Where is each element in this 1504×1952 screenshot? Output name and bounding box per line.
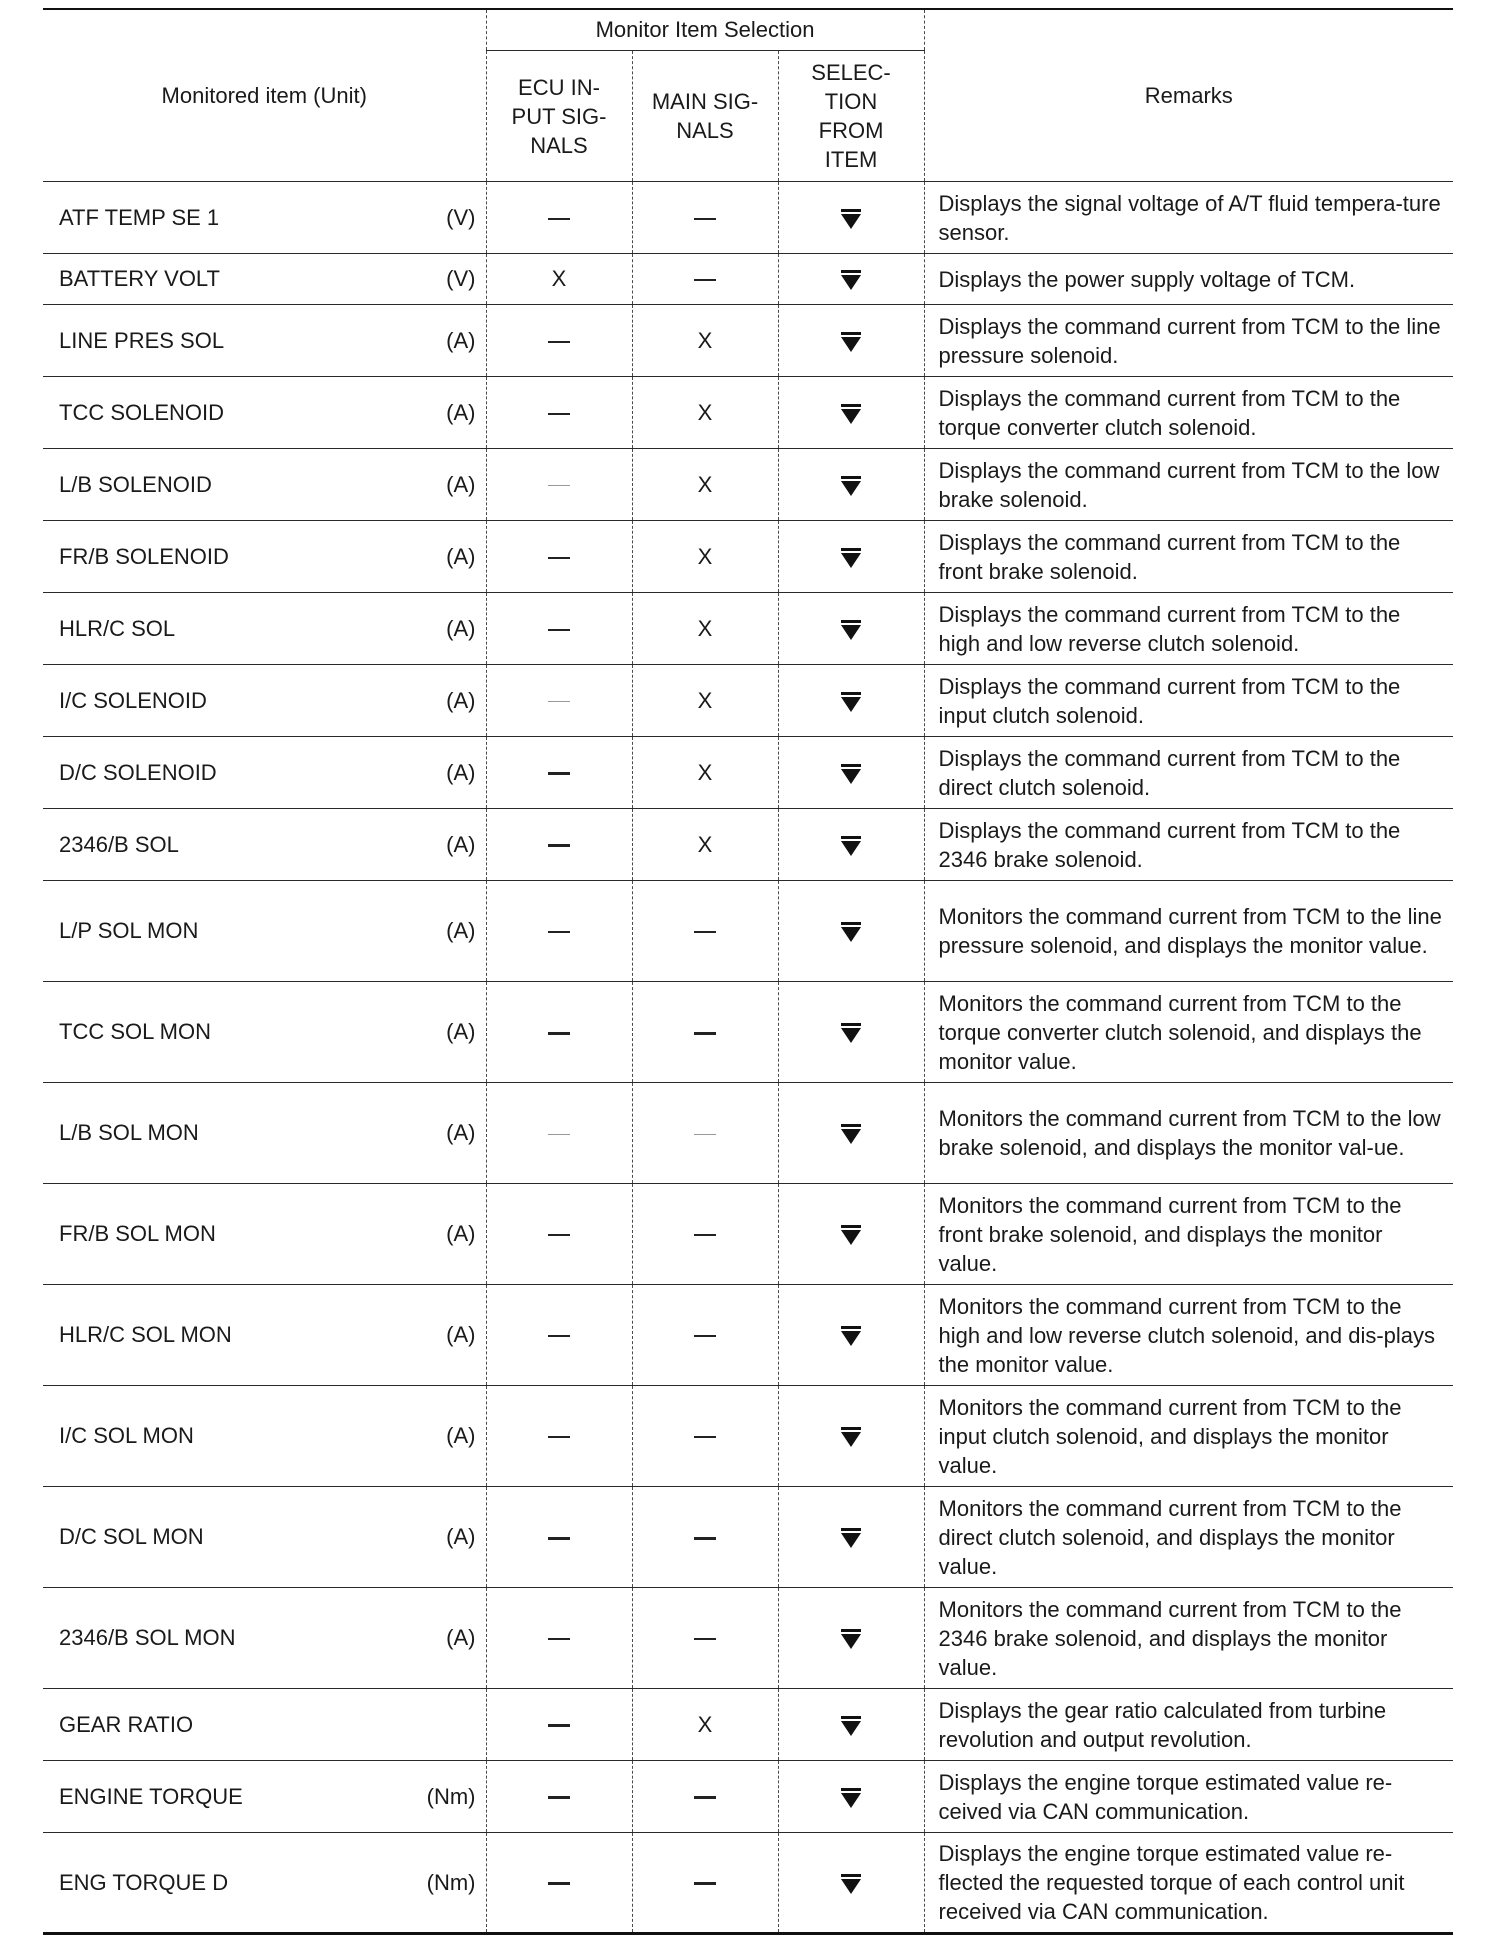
item-unit: (A) [446, 1322, 476, 1347]
header-selection-from-item: SELEC- TION FROM ITEM [778, 51, 924, 182]
monitor-item-table [43, 8, 1453, 1935]
table-row [43, 1761, 1453, 1833]
selection-marker-icon [840, 404, 862, 424]
main-signal-cell [632, 1184, 778, 1285]
remarks-cell: Monitors the command current from TCM to the high and low reverse clutch solenoid, and dis-plays the monitor value. [924, 1285, 1453, 1386]
remarks-cell: Displays the engine torque estimated value re-ceived via CAN communication. [924, 1761, 1453, 1833]
monitored-item-cell [43, 254, 486, 305]
x-mark: X [697, 687, 713, 713]
monitored-item-cell [43, 982, 486, 1083]
ecu-input-signal-cell [486, 593, 632, 665]
item-unit: (A) [446, 543, 476, 569]
remarks-cell: Displays the command current from TCM to the direct clutch solenoid. [924, 737, 1453, 809]
item-name: L/B SOLENOID [59, 471, 212, 497]
item-name: BATTERY VOLT [59, 266, 220, 291]
table-row [43, 449, 1453, 521]
remarks-cell: Monitors the command current from TCM to the 2346 brake solenoid, and displays the monitor value. [924, 1588, 1453, 1689]
dash-mark [694, 1134, 716, 1135]
dash-mark [694, 1436, 716, 1438]
main-signal-cell [632, 377, 778, 449]
selection-marker-icon [840, 1023, 862, 1043]
selection-marker-icon [840, 332, 862, 352]
monitored-item-cell [43, 377, 486, 449]
monitored-item-cell [43, 1184, 486, 1285]
table-row [43, 521, 1453, 593]
header-remarks: Remarks [924, 9, 1453, 182]
table-row [43, 1386, 1453, 1487]
item-unit: (A) [446, 918, 476, 943]
dash-mark [694, 1234, 716, 1236]
dash-mark [548, 629, 570, 631]
selection-from-item-cell [778, 1588, 924, 1689]
x-mark: X [697, 615, 713, 641]
item-name: L/B SOL MON [59, 1120, 199, 1145]
header-ecu-input-signals: ECU IN- PUT SIG- NALS [486, 51, 632, 182]
item-unit: (A) [446, 399, 476, 425]
table-row [43, 809, 1453, 881]
ecu-input-signal-cell [486, 1386, 632, 1487]
table-row [43, 1689, 1453, 1761]
dash-mark [548, 931, 570, 933]
ecu-input-signal-cell [486, 1761, 632, 1833]
main-signal-cell [632, 1588, 778, 1689]
main-signal-cell [632, 449, 778, 521]
remarks-cell: Monitors the command current from TCM to the line pressure solenoid, and displays the monitor value. [924, 881, 1453, 982]
selection-from-item-cell [778, 665, 924, 737]
table-row [43, 1833, 1453, 1934]
selection-marker-icon [840, 209, 862, 229]
monitored-item-cell [43, 881, 486, 982]
table-row [43, 737, 1453, 809]
selection-from-item-cell [778, 377, 924, 449]
item-name: LINE PRES SOL [59, 327, 225, 353]
main-signal-cell [632, 1833, 778, 1934]
item-name: I/C SOLENOID [59, 687, 207, 713]
selection-from-item-cell [778, 1184, 924, 1285]
dash-mark [694, 931, 716, 933]
dash-mark [548, 1234, 570, 1236]
selection-marker-icon [840, 1427, 862, 1447]
main-signal-cell [632, 1761, 778, 1833]
main-signal-cell [632, 982, 778, 1083]
dash-mark [694, 1537, 716, 1540]
ecu-input-signal-cell [486, 1083, 632, 1184]
selection-from-item-cell [778, 182, 924, 254]
x-mark: X [697, 327, 713, 353]
selection-from-item-cell [778, 1083, 924, 1184]
selection-from-item-cell [778, 521, 924, 593]
item-name: TCC SOLENOID [59, 399, 225, 425]
item-name: FR/B SOLENOID [59, 543, 229, 569]
selection-marker-icon [840, 692, 862, 712]
remarks-cell: Displays the power supply voltage of TCM. [924, 254, 1453, 305]
x-mark: X [697, 399, 713, 425]
selection-from-item-cell [778, 254, 924, 305]
item-unit: (V) [446, 266, 476, 291]
dash-mark [548, 1436, 570, 1438]
main-signal-cell [632, 1689, 778, 1761]
dash-mark [548, 341, 570, 343]
main-signal-cell [632, 737, 778, 809]
header-monitor-item-selection: Monitor Item Selection [486, 9, 924, 51]
item-unit: (A) [446, 1524, 476, 1549]
ecu-input-signal-cell [486, 665, 632, 737]
item-unit: (A) [446, 1625, 476, 1650]
selection-marker-icon [840, 620, 862, 640]
selection-from-item-cell [778, 737, 924, 809]
table-row [43, 182, 1453, 254]
main-signal-cell [632, 1083, 778, 1184]
item-unit: (A) [446, 1423, 476, 1448]
remarks-cell: Displays the command current from TCM to the torque converter clutch solenoid. [924, 377, 1453, 449]
monitored-item-cell [43, 449, 486, 521]
item-unit: (A) [446, 1019, 476, 1044]
dash-mark [548, 1537, 570, 1540]
dash-mark [548, 1882, 570, 1885]
main-signal-cell [632, 305, 778, 377]
selection-marker-icon [840, 1225, 862, 1245]
ecu-input-signal-cell [486, 809, 632, 881]
monitored-item-cell [43, 737, 486, 809]
x-mark: X [551, 266, 567, 291]
main-signal-cell [632, 593, 778, 665]
remarks-cell: Displays the command current from TCM to the 2346 brake solenoid. [924, 809, 1453, 881]
table-row [43, 593, 1453, 665]
selection-from-item-cell [778, 809, 924, 881]
ecu-input-signal-cell [486, 521, 632, 593]
dash-mark [548, 1638, 570, 1640]
table-row [43, 1184, 1453, 1285]
ecu-input-signal-cell [486, 449, 632, 521]
dash-mark [694, 1032, 716, 1035]
item-name: D/C SOL MON [59, 1524, 204, 1549]
item-name: TCC SOL MON [59, 1019, 211, 1044]
selection-from-item-cell [778, 1386, 924, 1487]
selection-from-item-cell [778, 593, 924, 665]
item-unit: (A) [446, 1120, 476, 1145]
item-unit: (V) [446, 204, 476, 230]
ecu-input-signal-cell [486, 254, 632, 305]
monitored-item-cell [43, 1833, 486, 1934]
main-signal-cell [632, 182, 778, 254]
remarks-cell: Monitors the command current from TCM to the torque converter clutch solenoid, and displays the monitor value. [924, 982, 1453, 1083]
ecu-input-signal-cell [486, 982, 632, 1083]
selection-from-item-cell [778, 881, 924, 982]
dash-mark [548, 772, 570, 775]
remarks-cell: Displays the signal voltage of A/T fluid tempera-ture sensor. [924, 182, 1453, 254]
selection-from-item-cell [778, 305, 924, 377]
item-unit: (A) [446, 327, 476, 353]
remarks-cell: Displays the command current from TCM to the input clutch solenoid. [924, 665, 1453, 737]
item-unit: (Nm) [426, 1783, 476, 1809]
main-signal-cell [632, 809, 778, 881]
monitored-item-cell [43, 521, 486, 593]
selection-marker-icon [840, 1629, 862, 1649]
item-name: HLR/C SOL [59, 615, 176, 641]
table-row [43, 1487, 1453, 1588]
ecu-input-signal-cell [486, 182, 632, 254]
selection-from-item-cell [778, 449, 924, 521]
dash-mark [694, 218, 716, 220]
table-row [43, 881, 1453, 982]
item-unit: (A) [446, 615, 476, 641]
selection-marker-icon [840, 476, 862, 496]
header-main-signals: MAIN SIG- NALS [632, 51, 778, 182]
selection-marker-icon [840, 1326, 862, 1346]
dash-mark [694, 1638, 716, 1640]
main-signal-cell [632, 881, 778, 982]
remarks-cell: Displays the command current from TCM to the high and low reverse clutch solenoid. [924, 593, 1453, 665]
monitored-item-cell [43, 1083, 486, 1184]
ecu-input-signal-cell [486, 881, 632, 982]
ecu-input-signal-cell [486, 377, 632, 449]
item-name: FR/B SOL MON [59, 1221, 216, 1246]
dash-mark [548, 218, 570, 220]
remarks-cell: Displays the engine torque estimated value re-flected the requested torque of each control unit received via CAN communication. [924, 1833, 1453, 1934]
dash-mark [548, 1796, 570, 1799]
dash-mark [548, 1335, 570, 1337]
selection-marker-icon [840, 1716, 862, 1736]
ecu-input-signal-cell [486, 305, 632, 377]
monitored-item-cell [43, 665, 486, 737]
item-unit: (Nm) [426, 1869, 476, 1895]
selection-marker-icon [840, 1528, 862, 1548]
ecu-input-signal-cell [486, 1487, 632, 1588]
monitored-item-cell [43, 1588, 486, 1689]
dash-mark [548, 844, 570, 847]
header-monitored-item: Monitored item (Unit) [43, 9, 486, 182]
ecu-input-signal-cell [486, 1588, 632, 1689]
selection-marker-icon [840, 764, 862, 784]
item-name: 2346/B SOL MON [59, 1625, 236, 1650]
selection-from-item-cell [778, 1833, 924, 1934]
monitored-item-cell [43, 1285, 486, 1386]
remarks-cell: Monitors the command current from TCM to the low brake solenoid, and displays the monitor val-ue. [924, 1083, 1453, 1184]
monitored-item-cell [43, 1689, 486, 1761]
item-name: GEAR RATIO [59, 1711, 194, 1737]
selection-from-item-cell [778, 1285, 924, 1386]
item-name: ATF TEMP SE 1 [59, 204, 220, 230]
monitored-item-cell [43, 809, 486, 881]
monitored-item-cell [43, 182, 486, 254]
main-signal-cell [632, 1386, 778, 1487]
ecu-input-signal-cell [486, 1285, 632, 1386]
table-row [43, 982, 1453, 1083]
ecu-input-signal-cell [486, 1833, 632, 1934]
selection-marker-icon [840, 548, 862, 568]
selection-marker-icon [840, 1788, 862, 1808]
monitored-item-cell [43, 1386, 486, 1487]
selection-from-item-cell [778, 1689, 924, 1761]
x-mark: X [697, 471, 713, 497]
table-row [43, 1083, 1453, 1184]
item-name: D/C SOLENOID [59, 759, 217, 785]
main-signal-cell [632, 1285, 778, 1386]
dash-mark [548, 1134, 570, 1135]
selection-from-item-cell [778, 1761, 924, 1833]
dash-mark [694, 1882, 716, 1885]
dash-mark [548, 1724, 570, 1727]
item-name: I/C SOL MON [59, 1423, 194, 1448]
monitored-item-cell [43, 305, 486, 377]
remarks-cell: Displays the command current from TCM to the line pressure solenoid. [924, 305, 1453, 377]
item-name: L/P SOL MON [59, 918, 199, 943]
item-unit: (A) [446, 759, 476, 785]
dash-mark [548, 557, 570, 559]
item-name: ENG TORQUE D [59, 1869, 229, 1895]
monitored-item-cell [43, 593, 486, 665]
selection-marker-icon [840, 1124, 862, 1144]
dash-mark [548, 413, 570, 415]
item-name: 2346/B SOL [59, 831, 179, 857]
table-body [43, 182, 1453, 1934]
main-signal-cell [632, 254, 778, 305]
dash-mark [548, 485, 570, 486]
remarks-cell: Displays the gear ratio calculated from turbine revolution and output revolution. [924, 1689, 1453, 1761]
x-mark: X [697, 759, 713, 785]
selection-from-item-cell [778, 1487, 924, 1588]
item-unit: (A) [446, 831, 476, 857]
ecu-input-signal-cell [486, 1689, 632, 1761]
table-row [43, 665, 1453, 737]
item-name: ENGINE TORQUE [59, 1783, 243, 1809]
x-mark: X [697, 831, 713, 857]
table-row [43, 254, 1453, 305]
remarks-cell: Displays the command current from TCM to the front brake solenoid. [924, 521, 1453, 593]
ecu-input-signal-cell [486, 737, 632, 809]
item-unit: (A) [446, 1221, 476, 1246]
table-row [43, 377, 1453, 449]
selection-marker-icon [840, 1874, 862, 1894]
main-signal-cell [632, 521, 778, 593]
main-signal-cell [632, 665, 778, 737]
dash-mark [548, 1032, 570, 1035]
remarks-cell: Monitors the command current from TCM to the input clutch solenoid, and displays the monitor value. [924, 1386, 1453, 1487]
selection-from-item-cell [778, 982, 924, 1083]
x-mark: X [697, 1711, 713, 1737]
selection-marker-icon [840, 836, 862, 856]
main-signal-cell [632, 1487, 778, 1588]
dash-mark [694, 279, 716, 281]
item-name: HLR/C SOL MON [59, 1322, 232, 1347]
remarks-cell: Monitors the command current from TCM to the direct clutch solenoid, and displays the monitor value. [924, 1487, 1453, 1588]
remarks-cell: Displays the command current from TCM to the low brake solenoid. [924, 449, 1453, 521]
dash-mark [694, 1335, 716, 1337]
item-unit: (A) [446, 471, 476, 497]
selection-marker-icon [840, 270, 862, 290]
selection-marker-icon [840, 922, 862, 942]
monitored-item-cell [43, 1487, 486, 1588]
dash-mark [694, 1796, 716, 1799]
ecu-input-signal-cell [486, 1184, 632, 1285]
table-row [43, 305, 1453, 377]
table-row [43, 1285, 1453, 1386]
item-unit: (A) [446, 687, 476, 713]
x-mark: X [697, 543, 713, 569]
dash-mark [548, 701, 570, 702]
remarks-cell: Monitors the command current from TCM to the front brake solenoid, and displays the monitor value. [924, 1184, 1453, 1285]
table-row [43, 1588, 1453, 1689]
monitored-item-cell [43, 1761, 486, 1833]
